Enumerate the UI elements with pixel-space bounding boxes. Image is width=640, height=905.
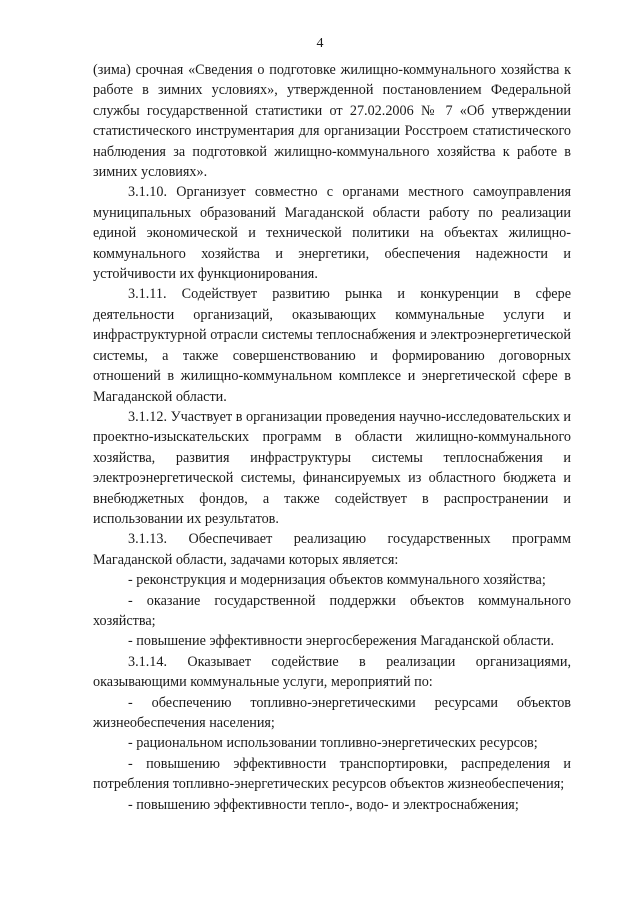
list-item: - реконструкция и модернизация объектов коммунального хозяйства; (128, 572, 546, 589)
paragraph: 3.1.10. Организует совместно с органами местного самоуправления муниципальных образований Магаданской области работу по реализации единой экономической и технической политики на объектах жилищно-коммунального хозяйства и энергетики, обеспечения надежности и устойчивости их функционирования. (93, 184, 571, 283)
paragraph: 3.1.13. Обеспечивает реализацию государственных программ Магаданской области, задачами которых является: (93, 531, 571, 568)
document-body (93, 60, 571, 815)
paragraph: (зима) срочная «Сведения о подготовке жилищно-коммунального хозяйства к работе в зимних условиях», утвержденной постановлением Федеральной службы государственной статистики от 27.02.2006 № 7 «Об утверждении статистического инструментария для организации Росстроем статистического наблюдения за подготовкой жилищно-коммунального хозяйства к работе в зимних условиях». (93, 62, 571, 181)
list-item: - рациональном использовании топливно-энергетических ресурсов; (128, 735, 538, 752)
paragraph: 3.1.12. Участвует в организации проведения научно-исследовательских и проектно-изыскательских программ в области жилищно-коммунального хозяйства, развития инфраструктуры системы теплоснабжения и электроэнергетической системы, финансируемых из областного бюджета и внебюджетных фондов, а также содействует в распространении и использовании их результатов. (93, 408, 571, 527)
list-item: - повышению эффективности тепло-, водо- и электроснабжения; (128, 796, 519, 813)
list-item: - обеспечению топливно-энергетическими ресурсами объектов жизнеобеспечения населения; (93, 694, 571, 731)
paragraph: 3.1.14. Оказывает содействие в реализации организациями, оказывающими коммунальные услуги, мероприятий по: (93, 653, 571, 691)
list-item: - оказание государственной поддержки объектов коммунального хозяйства; (93, 592, 571, 629)
list-item: - повышению эффективности транспортировки, распределения и потребления топливно-энергетических ресурсов объектов жизнеобеспечения; (93, 755, 571, 793)
page-number: 4 (316, 36, 324, 51)
list-item: - повышение эффективности энергосбережения Магаданской области. (128, 633, 555, 650)
paragraph: 3.1.11. Содействует развитию рынка и конкуренции в сфере деятельности организаций, оказывающих коммунальные услуги и инфраструктурной отрасли системы теплоснабжения и электроэнергетической системы, а также совершенствованию и формированию договорных отношений в жилищно-коммунальном комплексе и энергетической сфере в Магаданской области. (93, 286, 571, 405)
